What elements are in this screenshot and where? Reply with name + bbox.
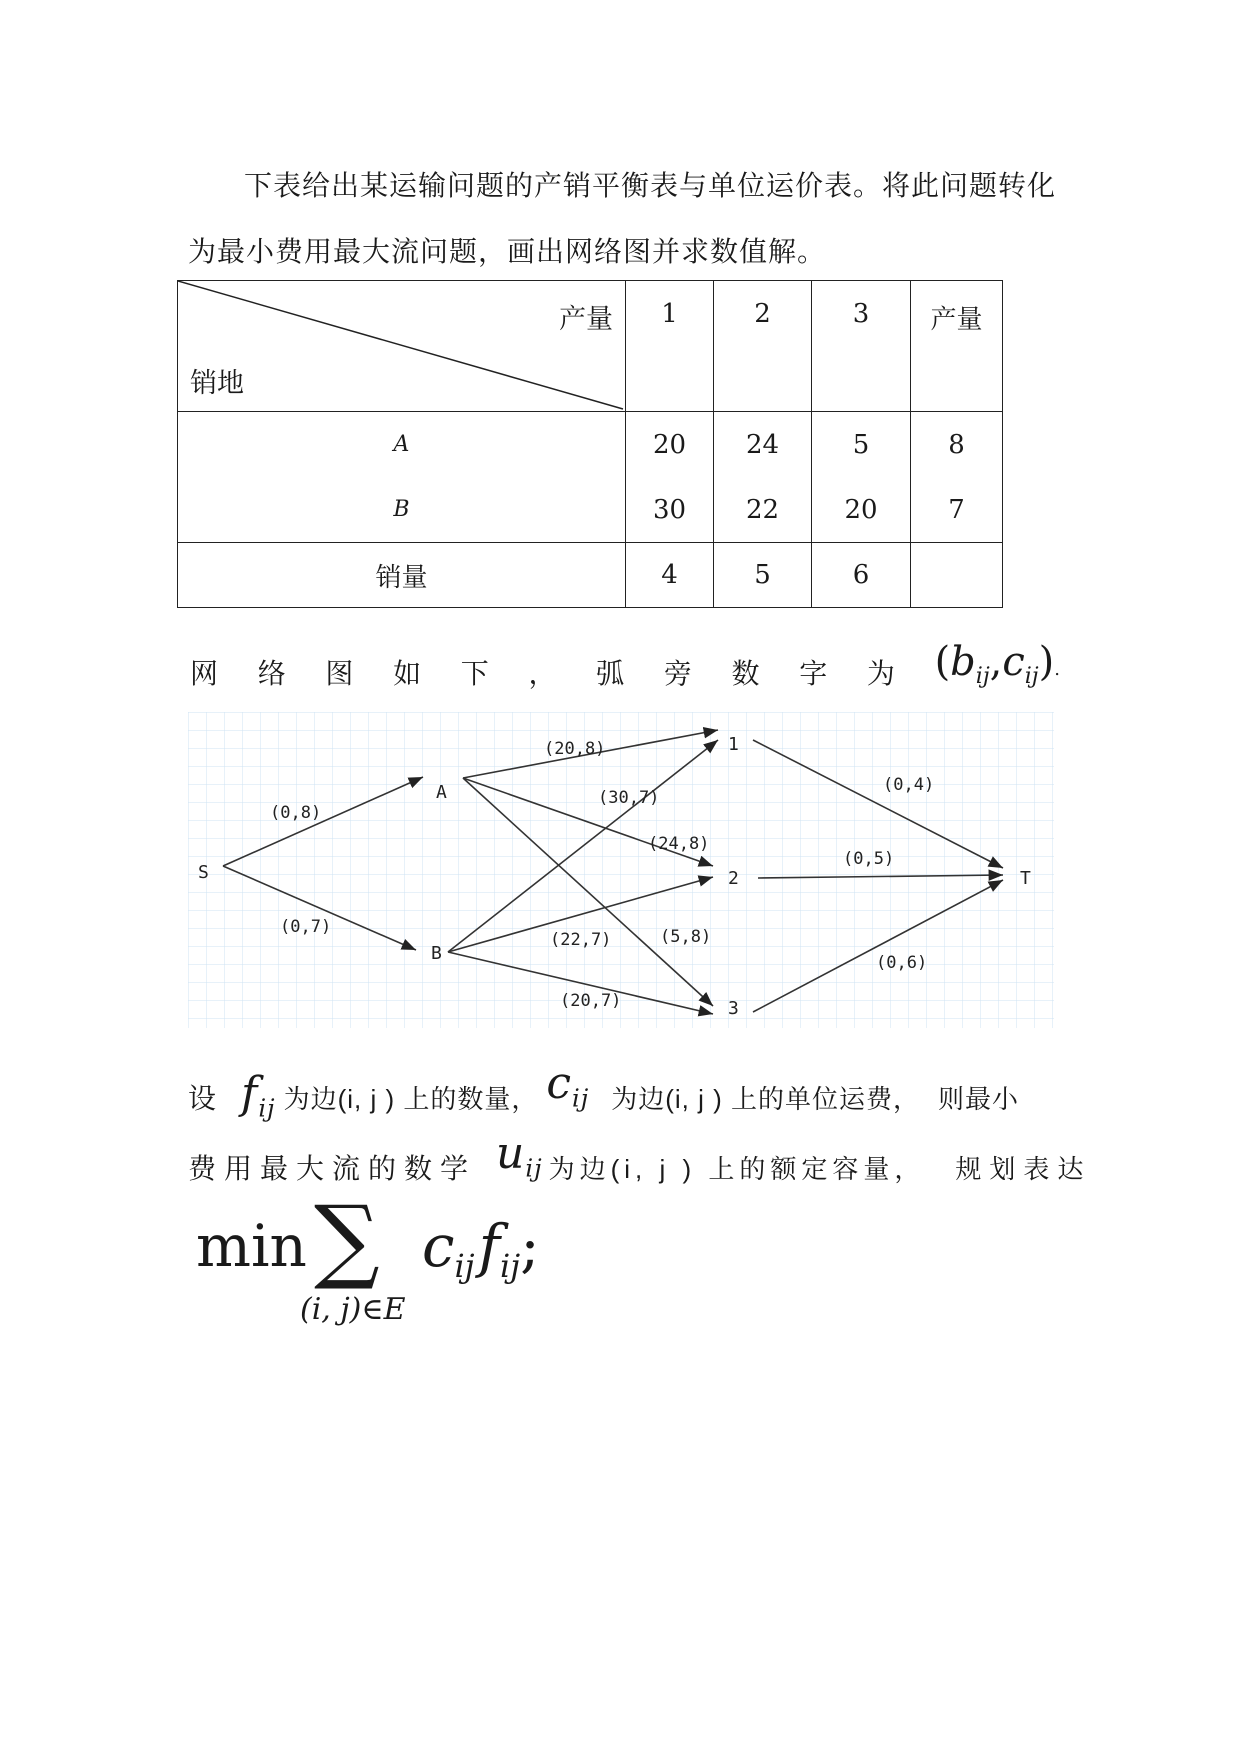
- footer-value-3: 6: [812, 543, 911, 608]
- label-a-1: (20,8): [544, 739, 606, 759]
- network-caption: [190, 639, 1060, 694]
- cost-col-3: [812, 412, 911, 543]
- row-label-b: B: [393, 497, 410, 522]
- node-1: 1: [728, 734, 739, 755]
- def-text-3: 则最小: [938, 1084, 1020, 1114]
- label-s-a: (0,8): [270, 803, 322, 823]
- math-sub: ij: [500, 1247, 521, 1286]
- math-comma: ,: [989, 639, 1003, 686]
- label-3-t: (0,6): [876, 953, 928, 973]
- col-header-2: 2: [714, 281, 812, 412]
- col-header-supply: 产量: [911, 281, 1003, 412]
- math-period: .: [1054, 659, 1060, 681]
- col-header-3: 3: [812, 281, 911, 412]
- cell-b-1: 30: [652, 494, 687, 525]
- formula-sum: ∑: [314, 1186, 380, 1293]
- node-3: 3: [728, 998, 739, 1019]
- math-f: f: [478, 1212, 501, 1280]
- math-c: c: [1002, 639, 1025, 686]
- caption-char: 旁: [663, 657, 692, 690]
- row-label-a: A: [393, 432, 410, 457]
- caption-char: 下: [460, 657, 489, 690]
- math-sub: ij: [1024, 663, 1039, 689]
- cell-a-2: 24: [745, 429, 780, 460]
- intro-line-2: 为最小费用最大流问题，画出网络图并求数值解。: [188, 235, 827, 268]
- node-s: S: [198, 862, 209, 883]
- label-b-1: (30,7): [598, 788, 660, 808]
- math-sub: ij: [525, 1154, 543, 1183]
- math-c: c: [546, 1058, 572, 1109]
- cost-col-2: [714, 412, 812, 543]
- formula-min: min: [196, 1212, 307, 1280]
- def-text-1: 为边(i, j ) 上的数量，: [283, 1084, 539, 1114]
- math-sub: ij: [571, 1084, 590, 1113]
- def2-lead: 费用最大流的数学: [188, 1152, 477, 1185]
- cell-a-3: 5: [852, 429, 870, 460]
- formula-semicolon: ;: [520, 1212, 540, 1280]
- footer-value-2: 5: [714, 543, 812, 608]
- grid-background: [188, 712, 1054, 1028]
- transport-table: [177, 280, 1003, 608]
- cell-b-3: 20: [844, 494, 878, 525]
- label-a-2: (24,8): [648, 834, 710, 854]
- cost-col-1: [626, 412, 714, 543]
- formula-terms: [422, 1212, 540, 1285]
- label-2-t: (0,5): [843, 849, 895, 869]
- definitions-line-1: [188, 1058, 1020, 1123]
- caption-char: 如: [393, 657, 422, 690]
- supply-col: [911, 412, 1003, 543]
- cell-b-2: 22: [745, 494, 780, 525]
- node-a: A: [436, 782, 447, 803]
- network-diagram: [188, 712, 1054, 1028]
- caption-char: 弧: [596, 657, 625, 690]
- definitions-line-2: [188, 1128, 1092, 1192]
- caption-char: 为: [866, 657, 895, 690]
- cell-a-supply: 8: [948, 429, 965, 460]
- paren-open: (: [934, 639, 951, 686]
- math-f: f: [241, 1068, 259, 1119]
- footer-value-4: [911, 543, 1003, 608]
- cell-a-1: 20: [652, 429, 687, 460]
- corner-bottom-label: 销地: [190, 368, 244, 399]
- caption-char: 字: [799, 657, 828, 690]
- footer-label: 销量: [178, 543, 626, 608]
- math-f-ij: [241, 1068, 276, 1122]
- caption-char: 网: [190, 657, 219, 690]
- diagonal-line: [178, 281, 625, 411]
- label-b-2: (22,7): [550, 930, 612, 950]
- math-c: c: [422, 1212, 455, 1280]
- row-labels-cell: [178, 412, 626, 543]
- math-sub: ij: [454, 1247, 475, 1286]
- label-1-t: (0,4): [883, 775, 935, 795]
- label-s-b: (0,7): [280, 917, 332, 937]
- def2-text-2: 规划表达: [955, 1154, 1092, 1184]
- objective-formula: [196, 1186, 616, 1338]
- math-sub: ij: [258, 1094, 276, 1123]
- caption-char: ，: [528, 657, 557, 690]
- col-header-1: 1: [626, 281, 714, 412]
- def-text-2: 为边(i, j ) 上的单位运费，: [611, 1084, 920, 1114]
- caption-char: 络: [257, 657, 286, 690]
- math-u-ij: [496, 1128, 543, 1182]
- node-b: B: [431, 943, 442, 964]
- math-u: u: [496, 1128, 526, 1179]
- math-sub: ij: [975, 663, 990, 689]
- caption-char: 图: [325, 657, 354, 690]
- caption-math: [935, 639, 1060, 689]
- def-lead: 设: [188, 1082, 218, 1115]
- label-a-3: (5,8): [660, 927, 712, 947]
- intro-line-1: 下表给出某运输问题的产销平衡表与单位运价表。将此问题转化: [244, 169, 1057, 202]
- math-b: b: [950, 639, 976, 686]
- node-2: 2: [728, 868, 739, 889]
- footer-value-1: 4: [626, 543, 714, 608]
- node-t: T: [1020, 868, 1031, 889]
- paren-close: ): [1038, 639, 1055, 686]
- formula-range: (i, j)∈E: [300, 1292, 406, 1327]
- math-c-ij: [546, 1058, 589, 1112]
- corner-cell: [178, 281, 626, 412]
- caption-char: 数: [731, 657, 760, 690]
- corner-top-label: 产量: [559, 304, 613, 335]
- cell-b-supply: 7: [948, 494, 965, 525]
- label-b-3: (20,7): [560, 991, 622, 1011]
- def2-text-1: 为边(i, j ) 上的额定容量，: [548, 1154, 926, 1184]
